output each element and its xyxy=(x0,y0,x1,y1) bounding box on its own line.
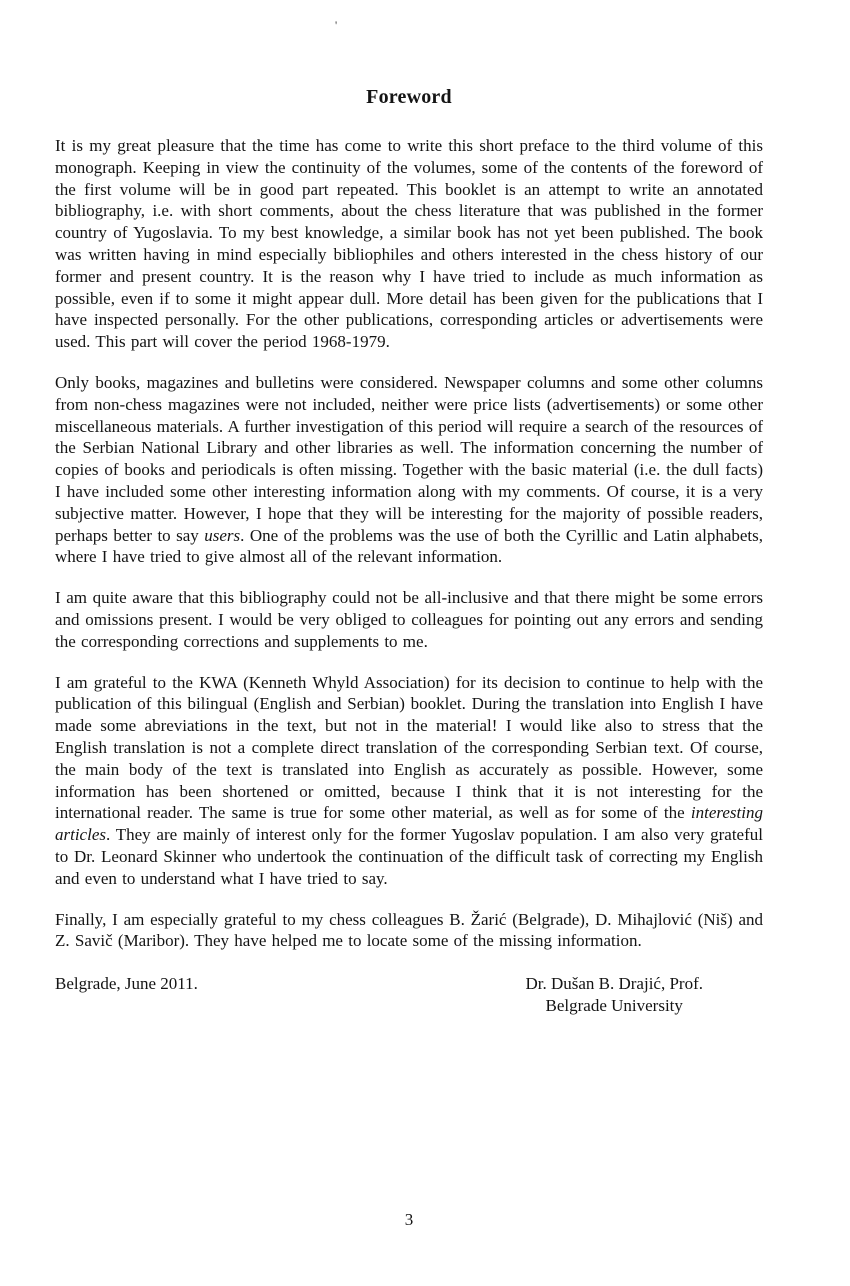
paragraph-4-italic-interesting-articles: interesting articles xyxy=(55,803,763,845)
page-number: 3 xyxy=(404,1210,414,1229)
signature-block xyxy=(55,973,763,1017)
signature-author-block xyxy=(525,973,703,1017)
paragraph-2-text-b: . One of the problems was the use of both the Cyrillic and Latin alphabets, where I have tried to give almost all of the relevant information. xyxy=(55,525,764,567)
page-title: Foreword xyxy=(366,86,452,108)
paragraph-2-italic-users: users xyxy=(204,525,241,545)
paragraph-5: Finally, I am especially grateful to my chess colleagues B. Žarić (Belgrade), D. Mihajlović (Niš) and Z. Savič (Maribor). They have helped me to locate some of the missing information. xyxy=(55,909,763,951)
paragraph-1: It is my great pleasure that the time has come to write this short preface to the third volume of this monograph. Keeping in view the continuity of the volumes, some of the contents of the foreword of the first volume will be in good part repeated. This booklet is an attempt to write an annotated bibliography, i.e. with short comments, about the chess literature that was published in the former country of Yugoslavia. To my best knowledge, a similar book has not yet been published. The book was written having in mind especially bibliophiles and others interested in the chess history of our former and present country. It is the reason why I have tried to include as much information as possible, even if to some it might appear dull. More detail has been given for the publications that I have inspected personally. For the other publications, corresponding articles or advertisements were used. This part will cover the period 1968-1979. xyxy=(55,136,763,352)
paragraph-3: I am quite aware that this bibliography could not be all-inclusive and that there might be some errors and omissions present. I would be very obliged to colleagues for pointing out any errors and sending the corresponding corrections and supplements to me. xyxy=(55,588,763,651)
paragraph-4-text-b: . They are mainly of interest only for the former Yugoslav population. I am also very grateful to Dr. Leonard Skinner who undertook the continuation of the difficult task of correcting my English and even to understand what I have tried to say. xyxy=(55,825,763,888)
document-page xyxy=(55,0,763,1017)
signature-place-date: Belgrade, June 2011. xyxy=(55,974,198,994)
scan-speck-artifact: ' xyxy=(335,18,338,32)
signature-affiliation: Belgrade University xyxy=(545,996,683,1016)
paragraph-4-text-a: I am grateful to the KWA (Kenneth Whyld Association) for its decision to continue to help with the publication of this bilingual (English and Serbian) booklet. During the translation into English I have made some abreviations in the text, but not in the material! I would like also to stress that the English translation is not a complete direct translation of the corresponding Serbian text. Of course, the main body of the text is translated into English as accurately as possible. However, some information has been shortened or omitted, because I think that it is not interesting for the international reader. The same is true for some other material, as well as for some of the xyxy=(55,672,763,823)
signature-author: Dr. Dušan B. Drajić, Prof. xyxy=(525,974,703,994)
paragraph-4 xyxy=(55,672,763,890)
paragraph-2 xyxy=(55,372,763,568)
paragraph-2-text-a: Only books, magazines and bulletins were considered. Newspaper columns and some other columns from non-chess magazines were not included, neither were price lists (advertisements) or some other miscellaneous materials. A further investigation of this period will require a search of the resources of the Serbian National Library and other libraries as well. The information concerning the number of copies of books and periodicals is often missing. Together with the basic material (i.e. the dull facts) I have included some other interesting information along with my comments. Of course, it is a very subjective matter. However, I hope that they will be interesting for the majority of possible readers, perhaps better to say xyxy=(55,372,763,545)
